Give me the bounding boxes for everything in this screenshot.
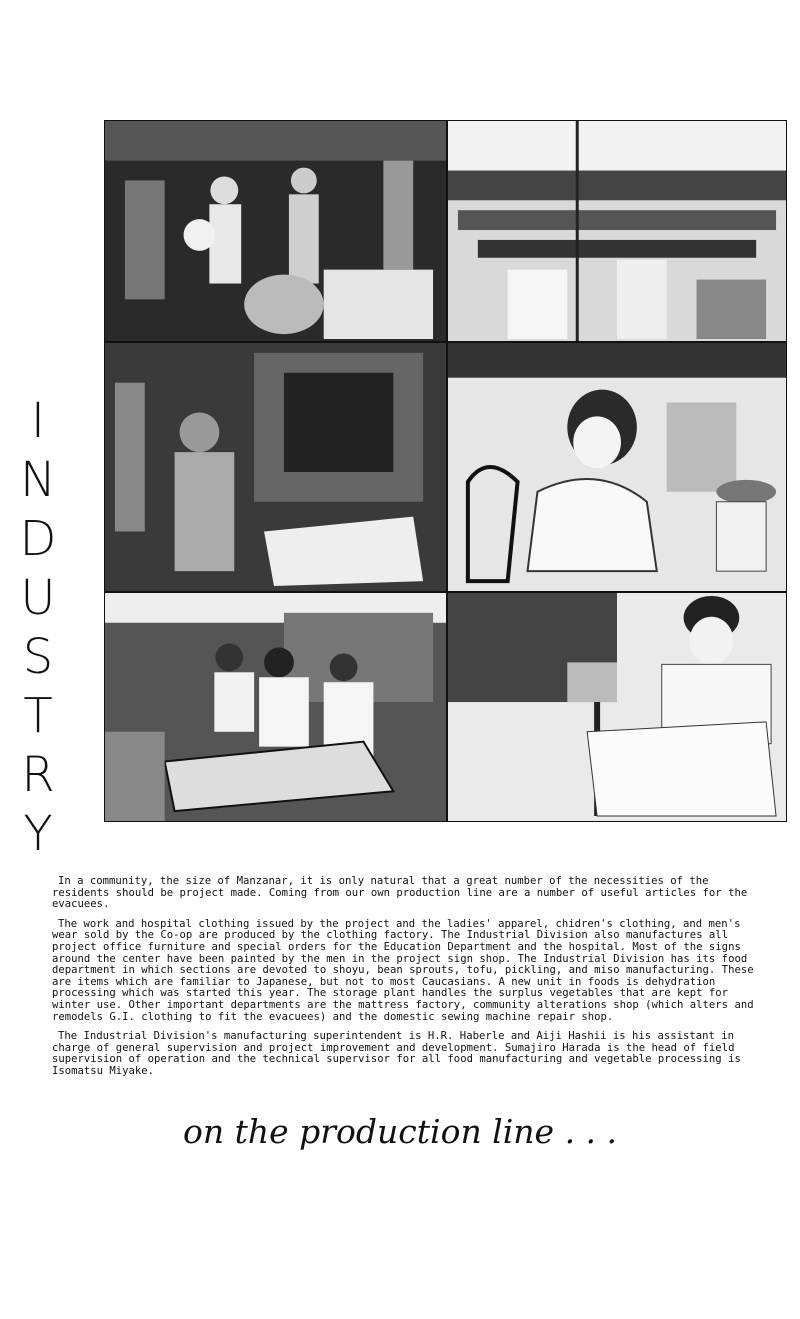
- industry-vertical-title: [16, 392, 60, 864]
- title-letter: D: [19, 511, 57, 567]
- photo-man-sewing: [447, 592, 787, 822]
- title-letter: S: [22, 629, 54, 685]
- photo-machine-worker: [104, 342, 447, 592]
- title-letter: R: [21, 747, 55, 803]
- article-body: [52, 876, 758, 1086]
- title-letter: T: [23, 688, 53, 744]
- photo-collage: [104, 120, 787, 822]
- title-letter: N: [20, 452, 56, 508]
- paragraph: In a community, the size of Manzanar, it is only natural that a great number of the necessities of the residents should be project made. Coming from our own production line are a number of useful articles for the evacuees.: [52, 875, 748, 911]
- title-letter: Y: [23, 806, 53, 862]
- title-letter: U: [20, 570, 56, 626]
- photo-sewing-floor: [447, 120, 787, 342]
- photo-mattress-workers: [104, 592, 447, 822]
- paragraph: The work and hospital clothing issued by the project and the ladies' apparel, chidren's clothing, and men's wear sold by the Co-op are produced by the clothing factory. The Industrial Division also manufactures all project office furniture and special orders for the Education Department and the hospital. Most of the signs around the center have been painted by the men in the project sign shop. The Industrial Division has its food department in which sections are devoted to shoyu, bean sprouts, tofu, pickling, and miso manufacturing. These are items which are familiar to Japanese, but not to most Caucasians. A new unit in foods is dehydration processing which was started this year. The storage plant handles the surplus vegetables that are kept for winter use. Other important departments are the mattress factory, community alterations shop (which alters and remodels G.I. clothing to fit the evacuees) and the domestic sewing machine repair shop.: [52, 917, 754, 1023]
- title-letter: I: [30, 393, 46, 449]
- page-caption: on the production line . . .: [182, 1112, 618, 1151]
- photo-woman-sewing: [447, 342, 787, 592]
- paragraph: The Industrial Division's manufacturing superintendent is H.R. Haberle and Aiji Hashii is his assistant in charge of general supervision and project improvement and development. Sumajiro Harada is the head of field supervision of operation and the technical supervisor for all food manufacturing and vegetable processing is Isomatsu Miyake.: [52, 1030, 741, 1077]
- photo-factory-workers: [104, 120, 447, 342]
